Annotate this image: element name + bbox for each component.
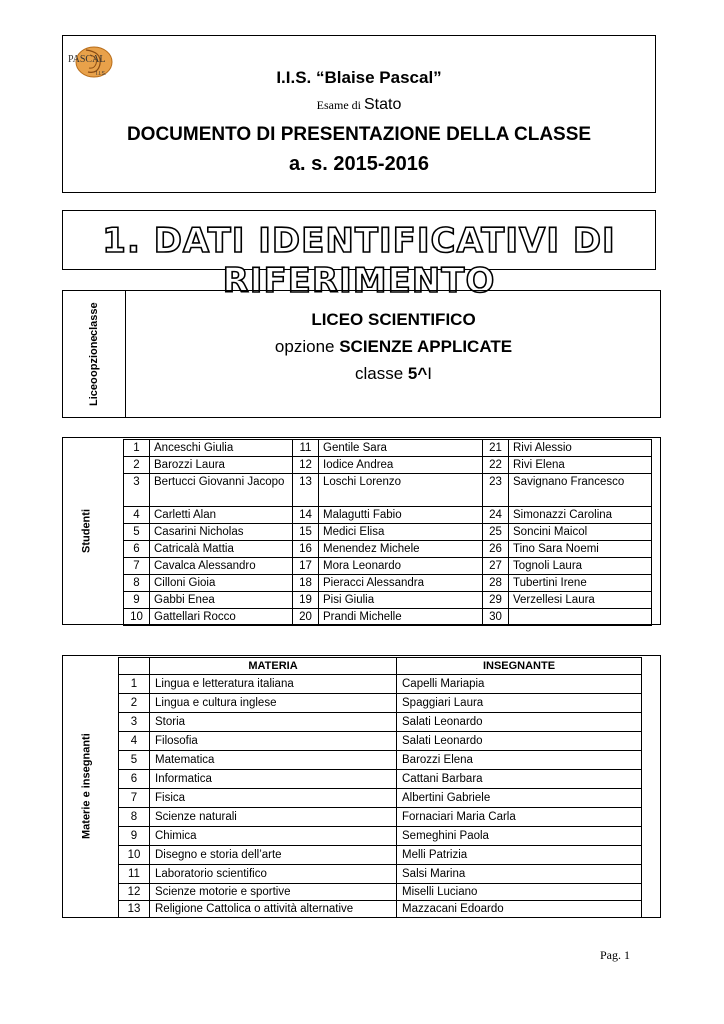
- student-number: 2: [124, 457, 150, 474]
- teacher-name: Fornaciari Maria Carla: [397, 808, 642, 827]
- teacher-name: Semeghini Paola: [397, 827, 642, 846]
- exam-prefix: Esame di: [316, 98, 361, 112]
- student-number: 26: [483, 541, 509, 558]
- subject-number: 9: [119, 827, 150, 846]
- student-name: Malagutti Fabio: [319, 507, 483, 524]
- table-row: [119, 865, 642, 884]
- teacher-name: Salati Leonardo: [397, 713, 642, 732]
- student-number: 6: [124, 541, 150, 558]
- student-name: Cilloni Gioia: [150, 575, 293, 592]
- table-row: [119, 694, 642, 713]
- student-number: 12: [293, 457, 319, 474]
- subject-name: Scienze motorie e sportive: [150, 884, 397, 901]
- teacher-name: Mazzacani Edoardo: [397, 901, 642, 918]
- course-side-label: [64, 292, 124, 416]
- student-name: Catricalà Mattia: [150, 541, 293, 558]
- subject-name: Fisica: [150, 789, 397, 808]
- subjects-table: [118, 657, 642, 918]
- table-row: [124, 575, 652, 592]
- subject-name: Filosofia: [150, 732, 397, 751]
- student-name: Savignano Francesco: [509, 474, 652, 507]
- student-number: 17: [293, 558, 319, 575]
- student-number: 30: [483, 609, 509, 626]
- teacher-name: Barozzi Elena: [397, 751, 642, 770]
- teacher-name: Albertini Gabriele: [397, 789, 642, 808]
- logo-sub: I.I.S.: [96, 71, 107, 77]
- student-name: Simonazzi Carolina: [509, 507, 652, 524]
- student-name: Tino Sara Noemi: [509, 541, 652, 558]
- subjects-side-label: Materie e insegnanti: [80, 733, 93, 840]
- table-row: [119, 713, 642, 732]
- table-row: [124, 558, 652, 575]
- subject-name: Religione Cattolica o attività alternative: [150, 901, 397, 918]
- subject-number: 12: [119, 884, 150, 901]
- option-name: SCIENZE APPLICATE: [339, 337, 513, 356]
- class-prefix: classe: [354, 364, 404, 383]
- student-number: 20: [293, 609, 319, 626]
- student-name: Prandi Michelle: [319, 609, 483, 626]
- student-name: Pisi Giulia: [319, 592, 483, 609]
- student-name: Menendez Michele: [319, 541, 483, 558]
- table-row: [119, 751, 642, 770]
- student-number: 24: [483, 507, 509, 524]
- student-number: 8: [124, 575, 150, 592]
- table-row: [119, 770, 642, 789]
- subject-number: 5: [119, 751, 150, 770]
- table-row: [119, 675, 642, 694]
- student-number: 18: [293, 575, 319, 592]
- page-number: Pag. 1: [600, 948, 630, 962]
- table-row: [119, 846, 642, 865]
- students-side-label: Studenti: [80, 509, 93, 553]
- school-year: a. s. 2015-2016: [288, 153, 430, 175]
- student-name: Gattellari Rocco: [150, 609, 293, 626]
- student-name: Soncini Maicol: [509, 524, 652, 541]
- document-title: DOCUMENTO DI PRESENTAZIONE DELLA CLASSE: [126, 124, 592, 145]
- student-number: 23: [483, 474, 509, 507]
- teacher-name: Miselli Luciano: [397, 884, 642, 901]
- subject-number: 6: [119, 770, 150, 789]
- header-num: [119, 658, 150, 675]
- class-number: 5^: [407, 364, 428, 383]
- table-row: [119, 789, 642, 808]
- subjects-header-row: [119, 658, 642, 675]
- table-row: [119, 827, 642, 846]
- table-row: [124, 609, 652, 626]
- table-row: [119, 884, 642, 901]
- table-row: [124, 592, 652, 609]
- subject-name: Laboratorio scientifico: [150, 865, 397, 884]
- student-number: 21: [483, 440, 509, 457]
- student-name: Carletti Alan: [150, 507, 293, 524]
- teacher-name: Cattani Barbara: [397, 770, 642, 789]
- subject-name: Lingua e letteratura italiana: [150, 675, 397, 694]
- exam-line: [62, 96, 656, 114]
- student-name: Rivi Elena: [509, 457, 652, 474]
- student-name: Tubertini Irene: [509, 575, 652, 592]
- subject-name: Chimica: [150, 827, 397, 846]
- student-name: Cavalca Alessandro: [150, 558, 293, 575]
- subject-name: Informatica: [150, 770, 397, 789]
- student-number: 19: [293, 592, 319, 609]
- student-number: 7: [124, 558, 150, 575]
- teacher-name: Salati Leonardo: [397, 732, 642, 751]
- student-name: Medici Elisa: [319, 524, 483, 541]
- student-name: Gentile Sara: [319, 440, 483, 457]
- student-name: Rivi Alessio: [509, 440, 652, 457]
- student-name: Anceschi Giulia: [150, 440, 293, 457]
- student-number: 28: [483, 575, 509, 592]
- student-number: 29: [483, 592, 509, 609]
- table-row: [124, 474, 652, 507]
- student-number: 9: [124, 592, 150, 609]
- header-subject: MATERIA: [150, 658, 397, 675]
- school-name: I.I.S. “Blaise Pascal”: [276, 68, 442, 87]
- table-row: [124, 524, 652, 541]
- table-row: [124, 541, 652, 558]
- subject-number: 2: [119, 694, 150, 713]
- students-table: [123, 439, 652, 626]
- student-name: Tognoli Laura: [509, 558, 652, 575]
- teacher-name: Salsi Marina: [397, 865, 642, 884]
- subject-name: Matematica: [150, 751, 397, 770]
- subject-number: 8: [119, 808, 150, 827]
- subject-number: 13: [119, 901, 150, 918]
- side-label-opzione: opzione: [88, 335, 100, 378]
- student-name: Mora Leonardo: [319, 558, 483, 575]
- student-name: [509, 609, 652, 626]
- teacher-name: Melli Patrizia: [397, 846, 642, 865]
- teacher-name: Spaggiari Laura: [397, 694, 642, 713]
- table-row: [119, 901, 642, 918]
- course-name: LICEO SCIENTIFICO: [311, 310, 476, 329]
- side-label-classe: classe: [88, 302, 100, 336]
- student-number: 1: [124, 440, 150, 457]
- student-number: 27: [483, 558, 509, 575]
- student-number: 14: [293, 507, 319, 524]
- section-title: 1. DATI IDENTIFICATIVI DI RIFERIMENTO: [102, 221, 616, 301]
- student-number: 16: [293, 541, 319, 558]
- option-prefix: opzione: [274, 337, 335, 356]
- student-number: 15: [293, 524, 319, 541]
- student-name: Gabbi Enea: [150, 592, 293, 609]
- student-number: 13: [293, 474, 319, 507]
- side-label-liceo: Liceo: [88, 377, 100, 406]
- student-name: Pieracci Alessandra: [319, 575, 483, 592]
- student-number: 5: [124, 524, 150, 541]
- class-letter: I: [427, 364, 433, 383]
- subject-name: Disegno e storia dell’arte: [150, 846, 397, 865]
- student-number: 25: [483, 524, 509, 541]
- subject-number: 4: [119, 732, 150, 751]
- header-teacher: INSEGNANTE: [397, 658, 642, 675]
- table-row: [124, 457, 652, 474]
- subject-number: 11: [119, 865, 150, 884]
- student-name: Iodice Andrea: [319, 457, 483, 474]
- student-name: Casarini Nicholas: [150, 524, 293, 541]
- subject-name: Scienze naturali: [150, 808, 397, 827]
- course-option: [126, 337, 661, 357]
- student-name: Verzellesi Laura: [509, 592, 652, 609]
- student-number: 3: [124, 474, 150, 507]
- student-name: Loschi Lorenzo: [319, 474, 483, 507]
- table-row: [124, 507, 652, 524]
- subject-number: 3: [119, 713, 150, 732]
- subject-number: 10: [119, 846, 150, 865]
- student-name: Bertucci Giovanni Jacopo: [150, 474, 293, 507]
- student-name: Barozzi Laura: [150, 457, 293, 474]
- student-number: 4: [124, 507, 150, 524]
- table-row: [119, 732, 642, 751]
- subject-name: Lingua e cultura inglese: [150, 694, 397, 713]
- student-number: 10: [124, 609, 150, 626]
- logo-text: PASCAL: [68, 54, 106, 65]
- table-row: [124, 440, 652, 457]
- student-number: 11: [293, 440, 319, 457]
- teacher-name: Capelli Mariapia: [397, 675, 642, 694]
- subject-name: Storia: [150, 713, 397, 732]
- table-row: [119, 808, 642, 827]
- subject-number: 1: [119, 675, 150, 694]
- course-class: [126, 364, 661, 384]
- subject-number: 7: [119, 789, 150, 808]
- student-number: 22: [483, 457, 509, 474]
- exam-word: Stato: [363, 96, 402, 113]
